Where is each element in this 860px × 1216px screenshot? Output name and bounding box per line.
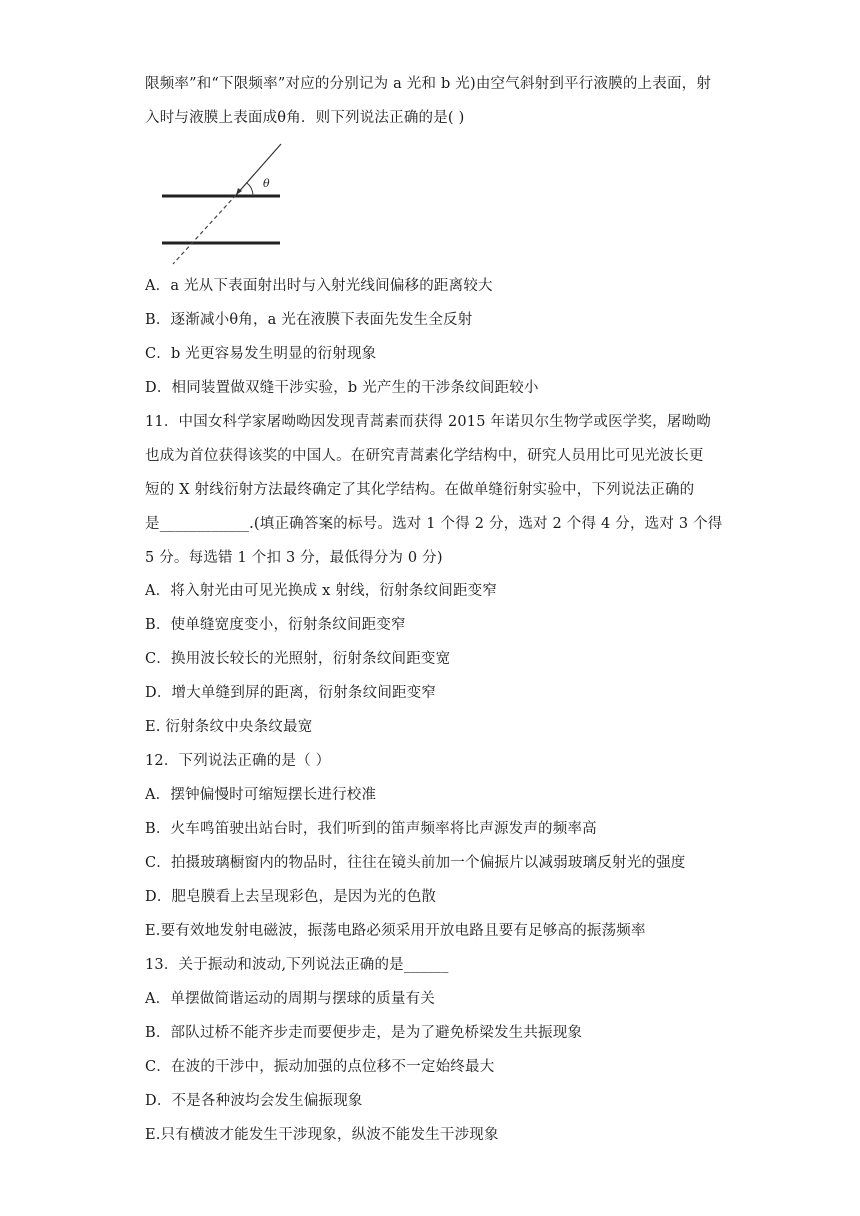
q13-stem: 13．关于振动和波动,下列说法正确的是______	[145, 957, 449, 973]
q13-option-c: C．在波的干涉中，振动加强的点位移不一定始终最大	[145, 1059, 495, 1075]
q11-stem-line-3: 短的 X 射线衍射方法最终确定了其化学结构。在做单缝衍射实验中，下列说法正确的	[145, 482, 695, 498]
q12-option-c: C．拍摄玻璃橱窗内的物品时，往往在镜头前加一个偏振片以减弱玻璃反射光的强度	[145, 855, 686, 871]
q12-option-e: E.要有效地发射电磁波，振荡电路必须采用开放电路且要有足够高的振荡频率	[145, 923, 646, 939]
q11-option-b: B．使单缝宽度变小，衍射条纹间距变窄	[145, 617, 406, 633]
q10-option-b: B．逐渐减小θ角，a 光在液膜下表面先发生全反射	[145, 312, 473, 328]
q11-stem-line-4: 是____________.(填正确答案的标号。选对 1 个得 2 分，选对 2 个得 4 分，选对 3 个得	[145, 516, 723, 532]
q11-option-e: E. 衍射条纹中央条纹最宽	[145, 719, 313, 735]
q11-option-c: C．换用波长较长的光照射，衍射条纹间距变宽	[145, 651, 451, 667]
q11-stem-line-5: 5 分。每选错 1 个扣 3 分，最低得分为 0 分)	[145, 550, 443, 566]
incident-ray	[236, 144, 281, 195]
liquid-film-figure	[140, 138, 300, 266]
angle-arc	[247, 183, 253, 196]
q13-option-e: E.只有横波才能发生干涉现象，纵波不能发生干涉现象	[145, 1127, 499, 1143]
theta-label: θ	[263, 177, 270, 190]
q11-option-a: A．将入射光由可见光换成 x 射线，衍射条纹间距变窄	[145, 583, 498, 599]
q10-option-c: C．b 光更容易发生明显的衍射现象	[145, 346, 377, 362]
q11-stem-line-1: 11．中国女科学家屠呦呦因发现青蒿素而获得 2015 年诺贝尔生物学或医学奖，屠呦呦	[145, 414, 711, 430]
q11-option-d: D．增大单缝到屏的距离，衍射条纹间距变窄	[145, 685, 437, 701]
q13-option-a: A．单摆做简谐运动的周期与摆球的质量有关	[145, 991, 435, 1007]
liquid-film-diagram	[140, 138, 300, 266]
q12-option-a: A．摆钟偏慢时可缩短摆长进行校准	[145, 787, 377, 803]
q10-stem-line-2: 入时与液膜上表面成θ角．则下列说法正确的是( )	[145, 110, 465, 126]
ray-extension-dashed	[173, 195, 236, 264]
q11-stem-line-2: 也成为首位获得该奖的中国人。在研究青蒿素化学结构中，研究人员用比可见光波长更	[145, 448, 704, 464]
q12-option-b: B．火车鸣笛驶出站台时，我们听到的笛声频率将比声源发声的频率高	[145, 821, 597, 837]
q10-option-a: A．a 光从下表面射出时与入射光线间偏移的距离较大	[145, 278, 493, 294]
q10-stem-line-1: 限频率”和“下限频率”对应的分别记为 a 光和 b 光)由空气斜射到平行液膜的上表面，射	[145, 76, 712, 92]
q12-option-d: D．肥皂膜看上去呈现彩色，是因为光的色散	[145, 889, 437, 905]
q13-option-b: B．部队过桥不能齐步走而要便步走，是为了避免桥梁发生共振现象	[145, 1025, 583, 1041]
q12-stem: 12．下列说法正确的是（ ）	[145, 753, 331, 769]
q13-option-d: D．不是各种波均会发生偏振现象	[145, 1093, 363, 1109]
q10-option-d: D．相同装置做双缝干涉实验，b 光产生的干涉条纹间距较小	[145, 380, 539, 396]
